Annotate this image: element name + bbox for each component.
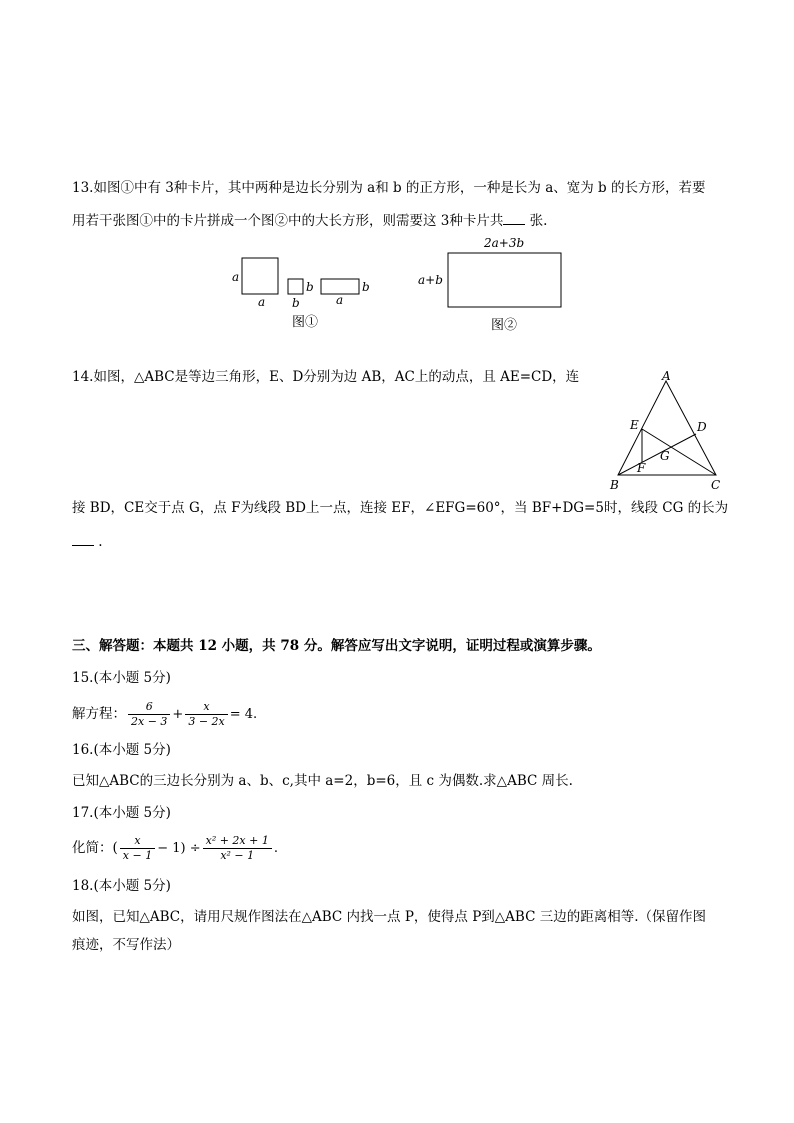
label-rect-bottom: a: [336, 293, 344, 307]
figure-2: [412, 232, 572, 337]
segment-ce: [642, 429, 716, 475]
answer-blank: [72, 532, 94, 546]
q17-expression: [72, 830, 278, 867]
q14-line2: 接 BD，CE交于点 G，点 F为线段 BD上一点，连接 EF，∠EFG=60°，当 BF+DG=5时，线段 CG 的长为: [72, 500, 729, 516]
q18-header: 18.(本小题 5分): [72, 878, 171, 894]
fig2-caption: 图②: [491, 318, 518, 333]
fig1-caption: 图①: [292, 315, 319, 330]
q17-prefix: 化简：(: [72, 840, 118, 856]
q15-equation: [72, 697, 257, 732]
q15-header: 15.(本小题 5分): [72, 670, 171, 686]
label-b-right: b: [306, 280, 314, 294]
triangle-figure: [600, 365, 730, 495]
q15-prefix: 解方程：: [72, 706, 126, 722]
point-g: G: [660, 449, 670, 463]
q14-line1: 14.如图，△ABC是等边三角形，E、D分别为边 AB，AC上的动点，且 AE=CD，连: [72, 369, 580, 385]
q17-frac2-num: x² + 2x + 1: [205, 834, 269, 847]
figure-1: [220, 250, 380, 335]
q17-frac1-num: x: [134, 834, 141, 847]
label-a-bottom: a: [258, 295, 266, 309]
vertex-c: C: [711, 478, 721, 492]
q17-frac2-den: x² − 1: [203, 848, 272, 863]
q15-frac2-num: x: [203, 700, 210, 713]
q15-end: .: [253, 706, 258, 722]
big-rectangle: [448, 253, 561, 307]
q16-header: 16.(本小题 5分): [72, 742, 171, 758]
q15-plus: +: [172, 706, 184, 722]
q17-minus-one: − 1) ÷: [157, 840, 201, 856]
label-b-bottom: b: [292, 296, 300, 310]
q18-line2: 痕迹，不写作法）: [72, 937, 180, 953]
q13-line1: 13.如图①中有 3种卡片，其中两种是边长分别为 a和 b 的正方形，一种是长为 a、宽为 b 的长方形，若要: [72, 180, 706, 196]
q15-frac2: [185, 700, 227, 729]
vertex-a: A: [662, 369, 671, 383]
rect-ab: [321, 279, 359, 294]
label-rect-right: b: [362, 280, 370, 294]
fig2-left-label: a+b: [418, 273, 443, 287]
label-a-left: a: [232, 270, 240, 284]
point-e: E: [630, 418, 639, 432]
vertex-b: B: [610, 478, 619, 492]
q13-line2: [72, 211, 547, 231]
q15-rhs: = 4: [229, 706, 254, 722]
q17-header: 17.(本小题 5分): [72, 805, 171, 821]
q17-frac2: [203, 834, 272, 863]
q14-line3: [72, 532, 103, 552]
q18-line1: 如图，已知△ABC，请用尺规作图法在△ABC 内找一点 P，使得点 P到△ABC 三边的距离相等.（保留作图: [72, 909, 707, 925]
point-f: F: [637, 461, 646, 475]
point-d: D: [697, 420, 707, 434]
q13-line2-tail: 张.: [525, 213, 548, 229]
section3-heading: 三、解答题：本题共 12 小题，共 78 分。解答应写出文字说明，证明过程或演算步骤。: [72, 638, 601, 654]
q15-frac2-den: 3 − 2x: [185, 714, 227, 729]
q15-frac1: [128, 700, 170, 729]
q14-line3-tail: .: [94, 534, 103, 550]
q17-frac1: [120, 834, 155, 863]
fig2-top-label: 2a+3b: [484, 236, 525, 250]
square-b: [288, 279, 303, 294]
q16-text: 已知△ABC的三边长分别为 a、b、c,其中 a=2，b=6，且 c 为偶数.求△ABC 周长.: [72, 773, 573, 789]
segment-bd: [618, 434, 696, 475]
q13-line2-text: 用若干张图①中的卡片拼成一个图②中的大长方形，则需要这 3种卡片共: [72, 213, 504, 229]
q15-frac1-num: 6: [145, 700, 153, 713]
q17-frac1-den: x − 1: [120, 848, 155, 863]
q15-frac1-den: 2x − 3: [128, 714, 170, 729]
square-a: [242, 258, 278, 294]
q17-end: .: [273, 840, 278, 856]
answer-blank: [503, 211, 525, 225]
